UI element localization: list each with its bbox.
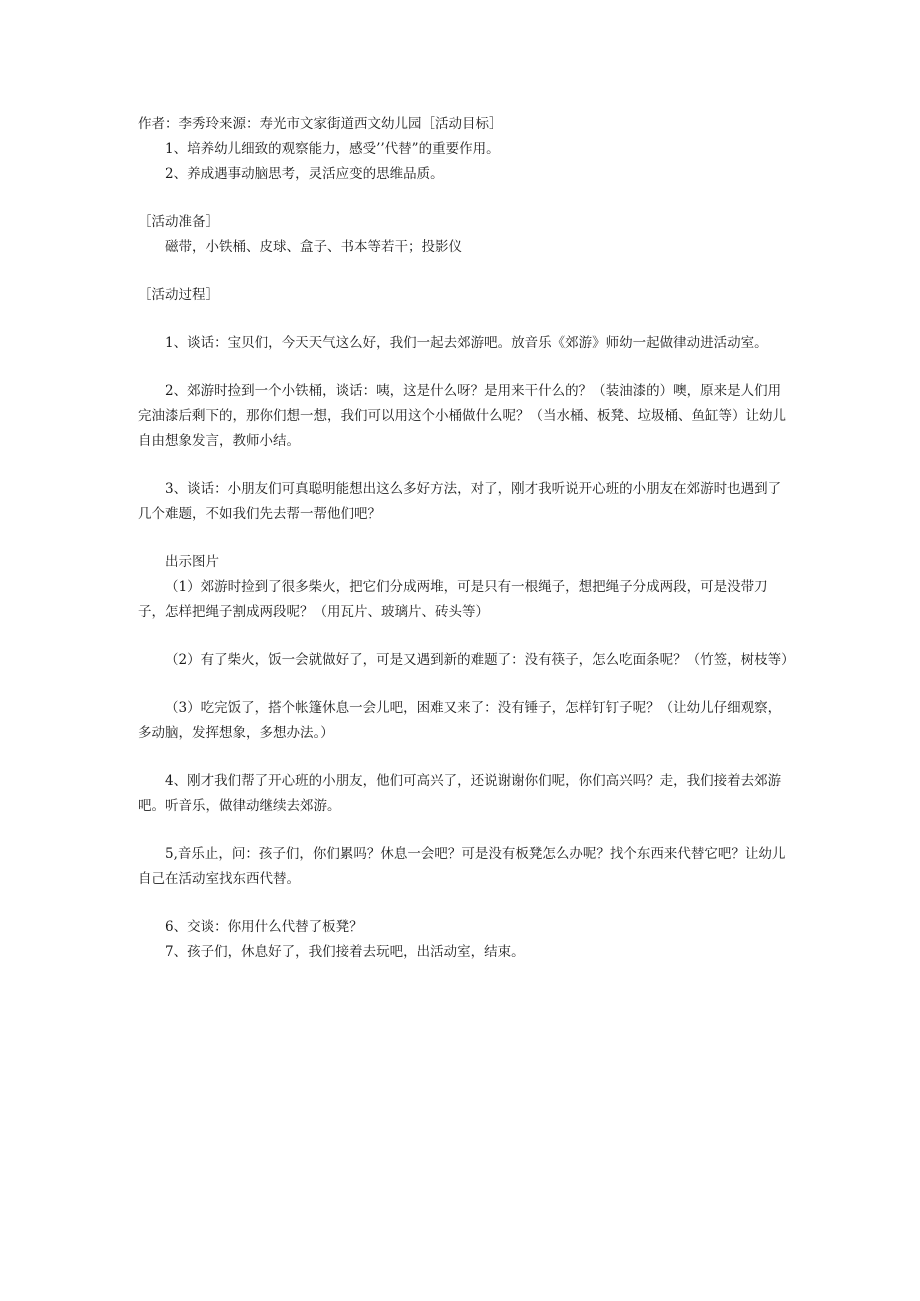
prep-text: 磁带，小铁桶、皮球、盒子、书本等若干；投影仪	[165, 239, 462, 255]
process-step: 5,音乐止，问：孩子们，你们累吗？休息一会吧？可是没有板凳怎么办呢？找个东西来代替它吧？让幼儿自己在活动室找东西代替。	[138, 846, 786, 887]
process-step: 3、谈话：小朋友们可真聪明能想出这么多好方法，对了，刚才我听说开心班的小朋友在郊游时也遇到了几个难题，不如我们先去帮一帮他们吧？	[138, 481, 782, 522]
goal-item: 2、养成遇事动脑思考，灵活应变的思维品质。	[165, 166, 444, 182]
process-step: 2、郊游时捡到一个小铁桶，谈话：咦，这是什么呀？是用来干什么的？（装油漆的）噢，原来是人们用完油漆后剩下的，那你们想一想，我们可以用这个小桶做什么呢？（当水桶、板凳、垃圾桶、鱼缸等）让幼儿自由想象发言，教师小结。	[138, 383, 786, 449]
process-step: 7、孩子们，休息好了，我们接着去玩吧，出活动室，结束。	[165, 944, 525, 960]
prep-heading: ［活动准备］	[138, 214, 219, 230]
picture-item: （2）有了柴火，饭一会就做好了，可是又遇到新的难题了：没有筷子，怎么吃面条呢？（竹签，树枝等）	[165, 652, 795, 668]
picture-item: （3）吃完饭了，搭个帐篷休息一会儿吧，困难又来了：没有锤子，怎样钉钉子呢？（让幼儿仔细观察，多动脑，发挥想象，多想办法。）	[138, 700, 782, 741]
process-step: 4、刚才我们帮了开心班的小朋友，他们可高兴了，还说谢谢你们呢，你们高兴吗？走，我们接着去郊游吧。听音乐，做律动继续去郊游。	[138, 773, 782, 814]
picture-item: （1）郊游时捡到了很多柴火，把它们分成两堆，可是只有一根绳子，想把绳子分成两段，可是没带刀子，怎样把绳子割成两段呢？（用瓦片、玻璃片、砖头等）	[138, 579, 768, 620]
author-source-line: 作者：李秀玲来源：寿光市文家街道西文幼儿园［活动目标］	[138, 116, 503, 132]
document-body	[138, 112, 795, 965]
process-step: 1、谈话：宝贝们，今天天气这么好，我们一起去郊游吧。放音乐《郊游》师幼一起做律动进活动室。	[165, 335, 768, 351]
goal-item: 1、培养幼儿细致的观察能力，感受’’代替”的重要作用。	[165, 141, 500, 157]
process-step: 6、交谈：你用什么代替了板凳？	[165, 919, 363, 935]
show-pictures-label: 出示图片	[165, 554, 219, 570]
process-heading: ［活动过程］	[138, 287, 219, 303]
